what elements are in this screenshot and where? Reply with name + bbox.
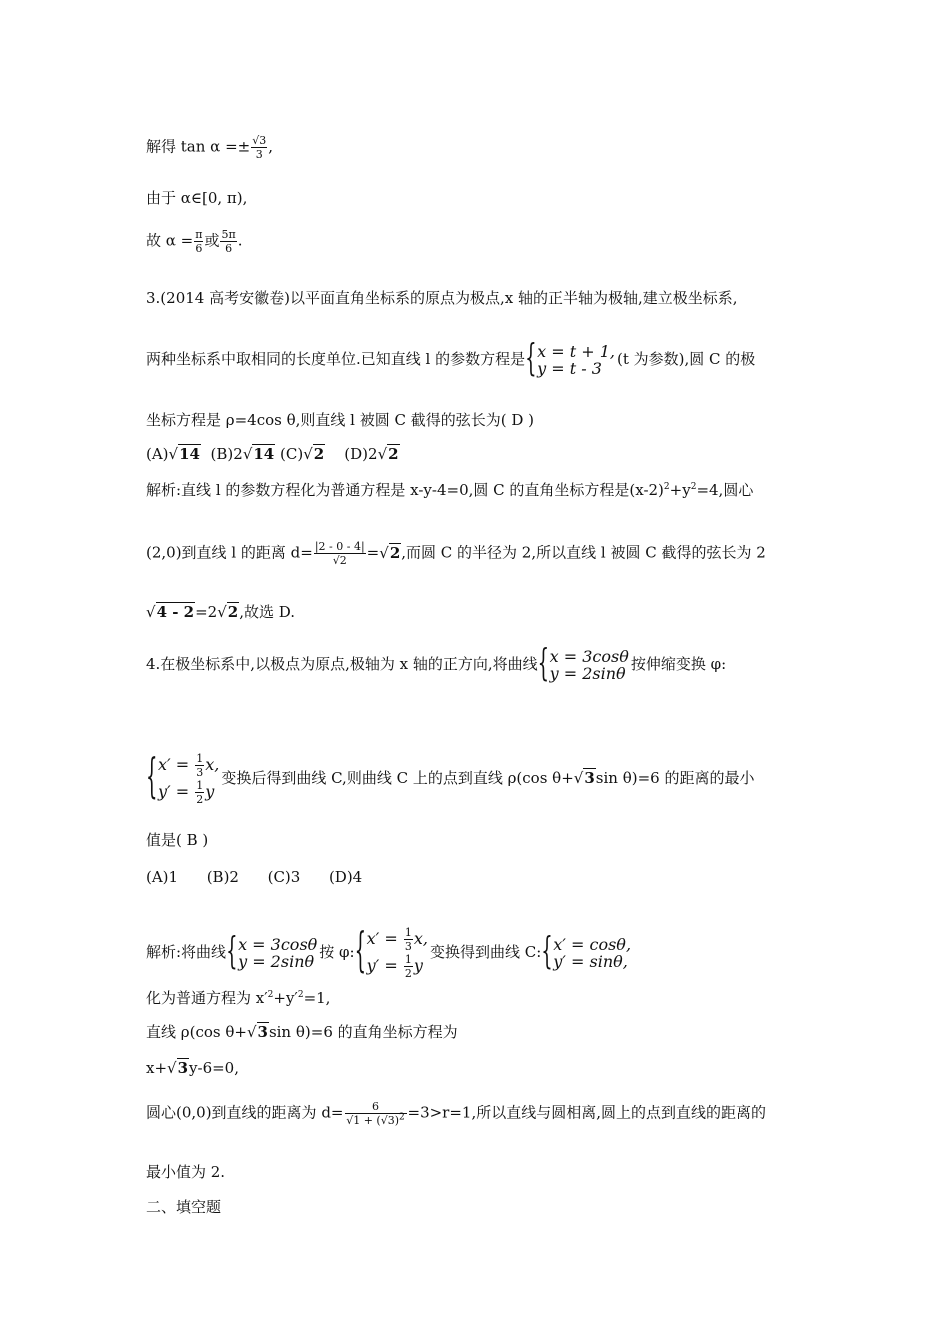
question-4-options: (A)1 (B)2 (C)3 (D)4 — [146, 868, 363, 886]
equation-system-1: { x = t + 1, y = t - 3 — [525, 336, 615, 381]
analysis-3-line-1: 解析:直线 l 的参数方程化为普通方程是 x-y-4=0,圆 C 的直角坐标方程是$(x-2)^2+y^2=4$,圆心 — [146, 481, 754, 499]
sqrt-3: √3 — [246, 1023, 268, 1041]
fraction: $\frac{√3}{3}$ — [252, 134, 267, 161]
equation-system-2: { x = 3cosθ y = 2sinθ — [226, 929, 318, 974]
sqrt-14: √14 — [242, 445, 275, 463]
equation-system-4: { x′ = cosθ, y′ = sinθ, — [541, 929, 632, 974]
sqrt-3: √3 — [167, 1059, 189, 1077]
question-3-line-3: 坐标方程是 ρ=4cos θ,则直线 l 被圆 C 截得的弦长为( D ) — [146, 411, 535, 429]
question-3-options: (A)√14 (B)2√14 (C)√2 (D)2√2 — [146, 445, 399, 463]
sqrt-4-minus-2: √4 - 2 — [146, 603, 195, 621]
question-4-line-1: 4.在极坐标系中,以极点为原点,极轴为 x 轴的正方向,将曲线 { x = 3cosθ y = 2sinθ 按伸缩变换 φ: — [146, 641, 727, 686]
solution-line-alpha: 故 α = $\frac{\pi}{6}$ 或 $\frac{5\pi}{6}$ . — [146, 228, 243, 255]
transform-system: { x′ = $\frac{1}{3}$ x, y′ = $\frac{1}{2}$ y — [354, 924, 428, 980]
analysis-3-line-3: √4 - 2=2√2,故选 D. — [146, 603, 296, 621]
equation-system-2: { x = 3cosθ y = 2sinθ — [537, 641, 629, 686]
text: 解得 tan α =± — [146, 137, 251, 156]
question-3-line-2: 两种坐标系中取相同的长度单位.已知直线 l 的参数方程是 { x = t + 1, y = t - 3 (t 为参数),圆 C 的极 — [146, 336, 756, 381]
sqrt-2: √2 — [217, 603, 239, 621]
analysis-4-line-3: 直线 ρ(cos θ+√3sin θ)=6 的直角坐标方程为 — [146, 1023, 458, 1041]
solution-line-range: 由于 α∈[0, π), — [146, 189, 248, 207]
question-4-line-3: 值是( B ) — [146, 831, 209, 849]
analysis-4-line-2: 化为普通方程为 $x'^2+y'^2=1$, — [146, 989, 331, 1007]
fraction-pi-6: $\frac{\pi}{6}$ — [195, 228, 203, 255]
question-3-line-1: 3.(2014 高考安徽卷)以平面直角坐标系的原点为极点,x 轴的正半轴为极轴,建立极坐标系, — [146, 289, 738, 307]
analysis-3-line-2: (2,0)到直线 l 的距离 d= $\frac{|2 - 0 - 4|}{√2}$ =√2,而圆 C 的半径为 2,所以直线 l 被圆 C 截得的弦长为 2 — [146, 540, 766, 567]
distance-fraction-2: $\frac{6}{√1 + (√3)^2}$ — [346, 1100, 405, 1127]
distance-fraction: $\frac{|2 - 0 - 4|}{√2}$ — [314, 540, 365, 567]
question-4-line-2: { x′ = $\frac{1}{3}$ x, y′ = $\frac{1}{2}$ y 变换后得到曲线 C,则曲线 C 上的点到直线 ρ(cos θ+√3sin θ)=6 的距离的最小 — [146, 750, 755, 806]
transform-system: { x′ = $\frac{1}{3}$ x, y′ = $\frac{1}{2}$ y — [146, 750, 220, 806]
sqrt-2: √2 — [379, 543, 401, 562]
sqrt-14: √14 — [168, 445, 200, 463]
analysis-4-line-5: 圆心(0,0)到直线的距离为 d= $\frac{6}{√1 + (√3)^2}$ =3>r=1,所以直线与圆相离,圆上的点到直线的距离的 — [146, 1100, 767, 1127]
analysis-4-line-1: 解析:将曲线 { x = 3cosθ y = 2sinθ 按 φ: { x′ = $\frac{1}{3}$ x, y′ = $\frac{1}{2}$ y 变换得到曲线 C: { x′ = cosθ, y′ = sinθ, — [146, 924, 632, 980]
section-heading-fill-in: 二、填空题 — [146, 1198, 222, 1216]
analysis-4-line-4: x+√3y-6=0, — [146, 1059, 239, 1077]
sqrt-3: √3 — [573, 769, 595, 787]
sqrt-2: √2 — [303, 445, 325, 463]
analysis-4-line-6: 最小值为 2. — [146, 1163, 226, 1181]
sqrt-2: √2 — [377, 445, 399, 463]
fraction-5pi-6: $\frac{5\pi}{6}$ — [221, 228, 236, 255]
solution-line-tan: 解得 tan α =± $\frac{√3}{3}$ , — [146, 134, 273, 161]
